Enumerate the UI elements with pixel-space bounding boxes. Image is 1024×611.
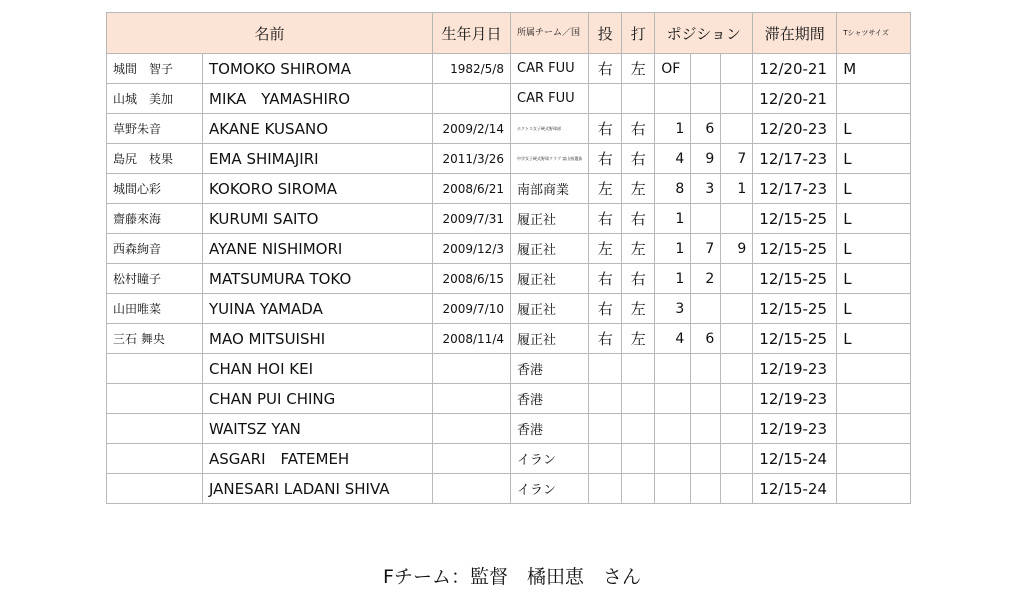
- player-name-en: YUINA YAMADA: [203, 294, 433, 324]
- header-tshirt: Tシャツサイズ: [837, 13, 911, 54]
- player-name-en: MATSUMURA TOKO: [203, 264, 433, 294]
- tshirt-size: [837, 414, 911, 444]
- tshirt-size: L: [837, 294, 911, 324]
- stay-period: 12/15-25: [753, 264, 837, 294]
- tshirt-size: L: [837, 324, 911, 354]
- team-name: 香港: [511, 354, 589, 384]
- player-name-jp: 山城 美加: [107, 84, 203, 114]
- bat-hand: 左: [622, 174, 655, 204]
- bat-hand: 左: [622, 324, 655, 354]
- bat-hand: [622, 384, 655, 414]
- player-name-jp: 山田唯菜: [107, 294, 203, 324]
- position-3: [721, 354, 753, 384]
- player-name-en: KURUMI SAITO: [203, 204, 433, 234]
- birth-date: 1982/5/8: [433, 54, 511, 84]
- tshirt-size: [837, 84, 911, 114]
- player-name-en: CHAN PUI CHING: [203, 384, 433, 414]
- bat-hand: [622, 474, 655, 504]
- player-name-jp: 城間 智子: [107, 54, 203, 84]
- position-3: 9: [721, 234, 753, 264]
- player-name-jp: 島尻 枝果: [107, 144, 203, 174]
- birth-date: [433, 384, 511, 414]
- stay-period: 12/20-21: [753, 84, 837, 114]
- bat-hand: 左: [622, 294, 655, 324]
- bat-hand: [622, 84, 655, 114]
- stay-period: 12/20-23: [753, 114, 837, 144]
- position-1: 1: [655, 234, 691, 264]
- header-row: [107, 13, 911, 54]
- position-3: [721, 324, 753, 354]
- player-name-jp: 西森絢音: [107, 234, 203, 264]
- player-name-jp: 城間心彩: [107, 174, 203, 204]
- team-name: 履正社: [511, 264, 589, 294]
- bat-hand: 右: [622, 144, 655, 174]
- birth-date: [433, 354, 511, 384]
- position-2: 6: [691, 114, 721, 144]
- team-name: 香港: [511, 414, 589, 444]
- team-name: CAR FUU: [511, 54, 589, 84]
- player-name-jp: 松村瞳子: [107, 264, 203, 294]
- team-name: 履正社: [511, 324, 589, 354]
- position-1: OF: [655, 54, 691, 84]
- birth-date: 2008/11/4: [433, 324, 511, 354]
- position-3: [721, 384, 753, 414]
- tshirt-size: [837, 384, 911, 414]
- stay-period: 12/15-25: [753, 324, 837, 354]
- bat-hand: 左: [622, 54, 655, 84]
- position-2: 3: [691, 174, 721, 204]
- table-row: [107, 84, 911, 114]
- table-row: [107, 234, 911, 264]
- birth-date: [433, 414, 511, 444]
- position-1: [655, 474, 691, 504]
- position-1: 4: [655, 144, 691, 174]
- position-2: [691, 84, 721, 114]
- team-name: 中学女子硬式野球クラブ 富山県選抜: [511, 144, 589, 174]
- position-1: 1: [655, 114, 691, 144]
- header-dob: 生年月日: [433, 13, 511, 54]
- table-row: [107, 204, 911, 234]
- roster-table: [106, 12, 911, 504]
- stay-period: 12/19-23: [753, 384, 837, 414]
- tshirt-size: L: [837, 204, 911, 234]
- stay-period: 12/19-23: [753, 354, 837, 384]
- stay-period: 12/15-25: [753, 294, 837, 324]
- header-bat: 打: [622, 13, 655, 54]
- table-row: [107, 474, 911, 504]
- player-name-en: TOMOKO SHIROMA: [203, 54, 433, 84]
- position-3: [721, 84, 753, 114]
- throw-hand: [589, 414, 622, 444]
- throw-hand: [589, 474, 622, 504]
- position-1: 8: [655, 174, 691, 204]
- throw-hand: [589, 384, 622, 414]
- position-2: [691, 204, 721, 234]
- bat-hand: 右: [622, 204, 655, 234]
- player-name-en: AKANE KUSANO: [203, 114, 433, 144]
- position-2: [691, 414, 721, 444]
- bat-hand: 左: [622, 234, 655, 264]
- tshirt-size: M: [837, 54, 911, 84]
- player-name-en: MAO MITSUISHI: [203, 324, 433, 354]
- table-row: [107, 354, 911, 384]
- stay-period: 12/15-24: [753, 444, 837, 474]
- player-name-en: JANESARI LADANI SHIVA: [203, 474, 433, 504]
- position-3: 1: [721, 174, 753, 204]
- position-2: 7: [691, 234, 721, 264]
- header-position: ポジション: [655, 13, 753, 54]
- team-name: イラン: [511, 474, 589, 504]
- table-row: [107, 384, 911, 414]
- position-3: [721, 114, 753, 144]
- table-row: [107, 324, 911, 354]
- team-name: CAR FUU: [511, 84, 589, 114]
- birth-date: 2008/6/15: [433, 264, 511, 294]
- stay-period: 12/19-23: [753, 414, 837, 444]
- tshirt-size: [837, 354, 911, 384]
- bat-hand: [622, 354, 655, 384]
- throw-hand: [589, 84, 622, 114]
- stay-period: 12/15-25: [753, 234, 837, 264]
- position-2: [691, 54, 721, 84]
- roster-body: [107, 54, 911, 504]
- player-name-en: AYANE NISHIMORI: [203, 234, 433, 264]
- tshirt-size: L: [837, 174, 911, 204]
- tshirt-size: L: [837, 114, 911, 144]
- throw-hand: 右: [589, 264, 622, 294]
- position-1: 1: [655, 264, 691, 294]
- table-row: [107, 264, 911, 294]
- player-name-en: ASGARI FATEMEH: [203, 444, 433, 474]
- player-name-jp: [107, 474, 203, 504]
- birth-date: 2009/2/14: [433, 114, 511, 144]
- position-3: [721, 414, 753, 444]
- position-2: 2: [691, 264, 721, 294]
- team-name: イラン: [511, 444, 589, 474]
- team-name: 南部商業: [511, 174, 589, 204]
- tshirt-size: [837, 444, 911, 474]
- position-1: [655, 384, 691, 414]
- position-1: 4: [655, 324, 691, 354]
- player-name-en: KOKORO SIROMA: [203, 174, 433, 204]
- birth-date: 2008/6/21: [433, 174, 511, 204]
- stay-period: 12/15-24: [753, 474, 837, 504]
- player-name-en: EMA SHIMAJIRI: [203, 144, 433, 174]
- table-row: [107, 174, 911, 204]
- position-1: [655, 444, 691, 474]
- player-name-en: WAITSZ YAN: [203, 414, 433, 444]
- birth-date: 2009/7/10: [433, 294, 511, 324]
- team-name: 履正社: [511, 234, 589, 264]
- birth-date: [433, 84, 511, 114]
- table-row: [107, 114, 911, 144]
- position-1: [655, 414, 691, 444]
- stay-period: 12/17-23: [753, 174, 837, 204]
- position-1: [655, 354, 691, 384]
- position-2: [691, 294, 721, 324]
- player-name-jp: [107, 384, 203, 414]
- tshirt-size: L: [837, 234, 911, 264]
- throw-hand: [589, 444, 622, 474]
- position-2: 9: [691, 144, 721, 174]
- birth-date: [433, 444, 511, 474]
- position-3: [721, 474, 753, 504]
- tshirt-size: [837, 474, 911, 504]
- header-name: 名前: [107, 13, 433, 54]
- tshirt-size: L: [837, 264, 911, 294]
- table-row: [107, 54, 911, 84]
- player-name-en: CHAN HOI KEI: [203, 354, 433, 384]
- table-row: [107, 294, 911, 324]
- player-name-jp: [107, 354, 203, 384]
- table-row: [107, 444, 911, 474]
- throw-hand: 右: [589, 114, 622, 144]
- position-1: 1: [655, 204, 691, 234]
- player-name-jp: 草野朱音: [107, 114, 203, 144]
- table-row: [107, 414, 911, 444]
- birth-date: 2009/12/3: [433, 234, 511, 264]
- birth-date: 2011/3/26: [433, 144, 511, 174]
- position-1: [655, 84, 691, 114]
- throw-hand: 右: [589, 324, 622, 354]
- throw-hand: 右: [589, 294, 622, 324]
- position-2: [691, 444, 721, 474]
- team-name: 履正社: [511, 204, 589, 234]
- player-name-jp: 齋藤來海: [107, 204, 203, 234]
- player-name-jp: [107, 414, 203, 444]
- throw-hand: 左: [589, 174, 622, 204]
- position-3: [721, 204, 753, 234]
- team-name: ホクトス女子硬式野球部: [511, 114, 589, 144]
- stay-period: 12/20-21: [753, 54, 837, 84]
- position-2: 6: [691, 324, 721, 354]
- stay-period: 12/15-25: [753, 204, 837, 234]
- throw-hand: 右: [589, 144, 622, 174]
- throw-hand: 右: [589, 54, 622, 84]
- bat-hand: [622, 444, 655, 474]
- position-3: 7: [721, 144, 753, 174]
- bat-hand: [622, 414, 655, 444]
- position-3: [721, 54, 753, 84]
- throw-hand: 左: [589, 234, 622, 264]
- position-3: [721, 264, 753, 294]
- team-name: 香港: [511, 384, 589, 414]
- throw-hand: [589, 354, 622, 384]
- tshirt-size: L: [837, 144, 911, 174]
- header-throw: 投: [589, 13, 622, 54]
- footer-coach: Fチーム：監督 橘田恵 さん: [383, 566, 641, 588]
- player-name-en: MIKA YAMASHIRO: [203, 84, 433, 114]
- position-2: [691, 474, 721, 504]
- header-team: 所属チーム／国: [511, 13, 589, 54]
- team-name: 履正社: [511, 294, 589, 324]
- header-period: 滞在期間: [753, 13, 837, 54]
- position-3: [721, 444, 753, 474]
- bat-hand: 右: [622, 264, 655, 294]
- position-2: [691, 384, 721, 414]
- birth-date: [433, 474, 511, 504]
- player-name-jp: [107, 444, 203, 474]
- player-name-jp: 三石 舞央: [107, 324, 203, 354]
- position-1: 3: [655, 294, 691, 324]
- position-2: [691, 354, 721, 384]
- birth-date: 2009/7/31: [433, 204, 511, 234]
- table-row: [107, 144, 911, 174]
- throw-hand: 右: [589, 204, 622, 234]
- bat-hand: 右: [622, 114, 655, 144]
- position-3: [721, 294, 753, 324]
- stay-period: 12/17-23: [753, 144, 837, 174]
